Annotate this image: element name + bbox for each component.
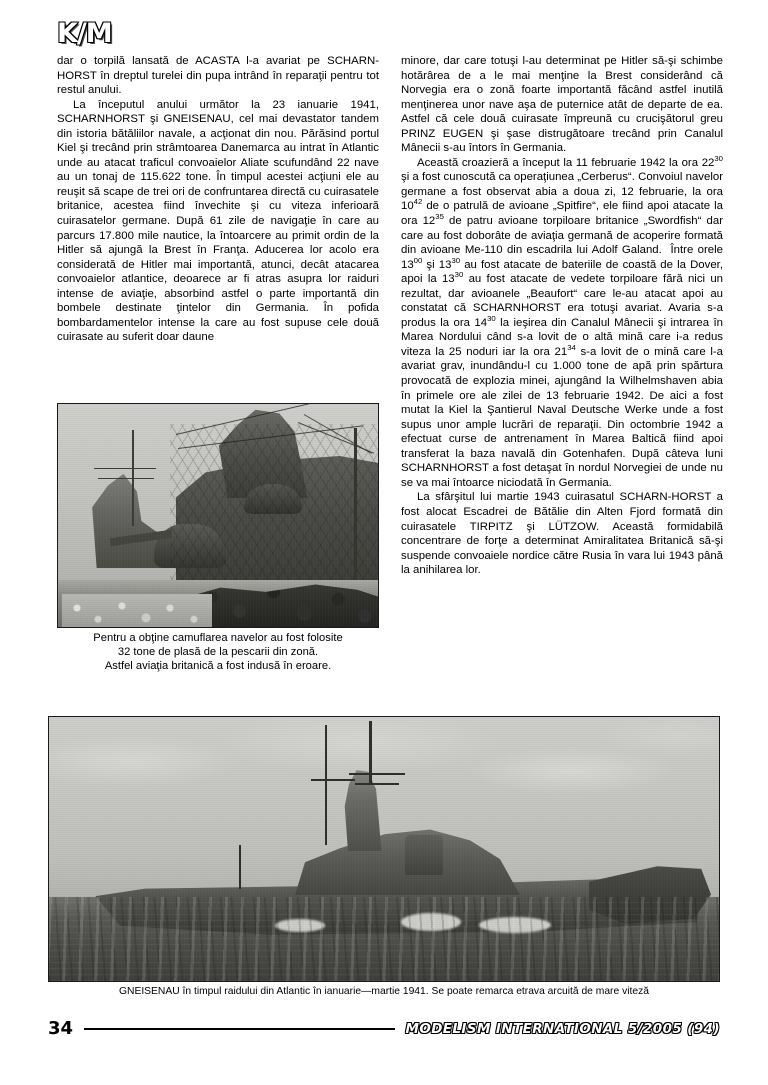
paragraph: La sfârşitul lui martie 1943 cuirasatul SCHARN-HORST a fost alocat Escadrei de Bătălie din Alten Fjord formată din cuirasatele TIRPITZ şi LÜTZOW. Această formidabilă concentrare de forţe a determinat Amiralitatea Britanică să-şi suspende convoaiele nordice către Rusia în vara lui 1943 până la anihilarea lor. <box>401 491 723 577</box>
figure2-caption: GNEISENAU în timpul raidului din Atlantic în ianuarie—martie 1941. Se poate remarca etrava arcuită de mare viteză <box>119 986 649 997</box>
paragraph: Această croazieră a început la 11 februarie 1942 la ora $22^{30}$ şi a fost cunoscută ca operaţiunea „Cerberus“. Convoiul navelor germane a fost observat abia a doua zi, 12 februarie, la ora $10^{42}$ de o patrulă de avioane „Spitfire“, ele fiind apoi atacate la ora $12^{35}$ de patru avioane torpiloare britanice „Swordfish“ dar care au fost doborâte de aviaţia germană de acoperire formată din avioane Me-110 din escadrila lui Adolf Galand. Între orele $13^{00}$ şi $13^{30}$ au fost atacate de bateriile de coastă de la Dover, apoi la $13^{30}$ au fost atacate de vedete torpiloare fără nici un rezultat, dar avioanele „Beaufort“ care le-au atacat apoi au constatat că SCHARNHORST era totuşi avariat. Avaria s-a produs la ora $14^{30}$ la ieşirea din Canalul Mânecii şi intrarea în Marea Nordului când s-a lovit de o altă mină care i-a redus viteza la 25 noduri iar la ora $21^{34}$ s-a lovit de o mină care l-a avariat grav, inundându-l cu 1.000 tone de apă prin spărtura provocată de explozia minei, ajungând la Wilhelmshaven abia în primele ore ale zilei de 13 februarie 1942. De aici a fost mutat la Kiel la Şantierul Naval Deutsche Werke unde a fost supus unor ample lucrări de reparaţii. Din octombrie 1942 a efectuat curse de antrenament în Marea Baltică fiind apoi transferat la baza navală din Gotenhafen. După câteva luni SCHARNHORST a fost detaşat în nordul Norvegiei de unde nu se va mai întoarce niciodată în Germania. <box>401 154 724 489</box>
paragraph: minore, dar care totuşi l-au determinat pe Hitler să-şi schimbe hotărârea de a le mai menţine la Brest considerând că Norvegia era o zonă foarte importantă făcând astfel inutilă menţinerea unor nave aşa de puternice atât de departe de ea. Astfel că cele două cuirasate împreună cu crucişătorul greu PRINZ EUGEN şi şase distrugătoare trecând prin Canalul Mânecii s-au întors în Germania. <box>401 55 723 155</box>
page-footer <box>48 1016 720 1042</box>
caption-line: Astfel aviaţia britanică a fost indusă în eroare. <box>104 660 332 673</box>
caption-line: 32 tone de plasă de la pescarii din zonă. <box>117 646 319 659</box>
footer-rule <box>84 1028 395 1031</box>
article-right-column <box>401 54 723 578</box>
issue-line: MODELISM INTERNATIONAL 5/2005 (94) <box>405 1021 720 1037</box>
figure-gneisenau <box>48 716 720 998</box>
photo-grain-overlay <box>58 404 378 627</box>
photo-grain-overlay <box>49 717 719 981</box>
figure1-caption <box>57 628 379 674</box>
article-left-column <box>57 54 379 345</box>
figure-camouflaged-ship <box>57 403 379 674</box>
paragraph: La începutul anului următor la 23 ianuarie 1941, SCHARNHORST şi GNEISENAU, cel mai devastator tandem din istoria bătăliilor navale, a acţionat din nou. Părăsind portul Kiel şi trecând prin strâmtoarea Danemarca au intrat în Atlantic unde au atacat traficul convoaielor Aliate scufundând 22 nave au un tonaj de 115.622 tone. În timpul acestei acţiuni ele au reuşit să scape de trei ori de confruntarea directă cu cuirasatele britanice, acestea fiind învechite şi cu viteza inferioară cuirasatelor germane. După 61 zile de navigaţie în care au parcurs 17.800 mile nautice, la întoarcere au primit ordin de la Hitler să ajungă la Brest în Franţa. Aducerea lor acolo era considerată de Hitler mai importantă, atunci, decât atacarea convoaielor atlantice, deoarece ar fi atras asupra lor raiduri intense de aviaţie, absorbind astfel o parte importantă din bombele destinate ţintelor din Germania. În pofida bombardamentelor intense la care au fost supuse cele două cuirasate au suferit doar daune <box>57 98 379 344</box>
paragraph: dar o torpilă lansată de ACASTA l-a avariat pe SCHARN-HORST în dreptul turelei din pupa intrând în reparaţii pentru tot restul anului. <box>57 55 379 97</box>
photo-camouflaged-ship <box>57 403 379 628</box>
page-number: 34 <box>48 1018 74 1039</box>
km-logo: K/M <box>57 18 112 49</box>
caption-line: Pentru a obţine camuflarea navelor au fost folosite <box>93 632 343 644</box>
photo-gneisenau <box>48 716 720 982</box>
